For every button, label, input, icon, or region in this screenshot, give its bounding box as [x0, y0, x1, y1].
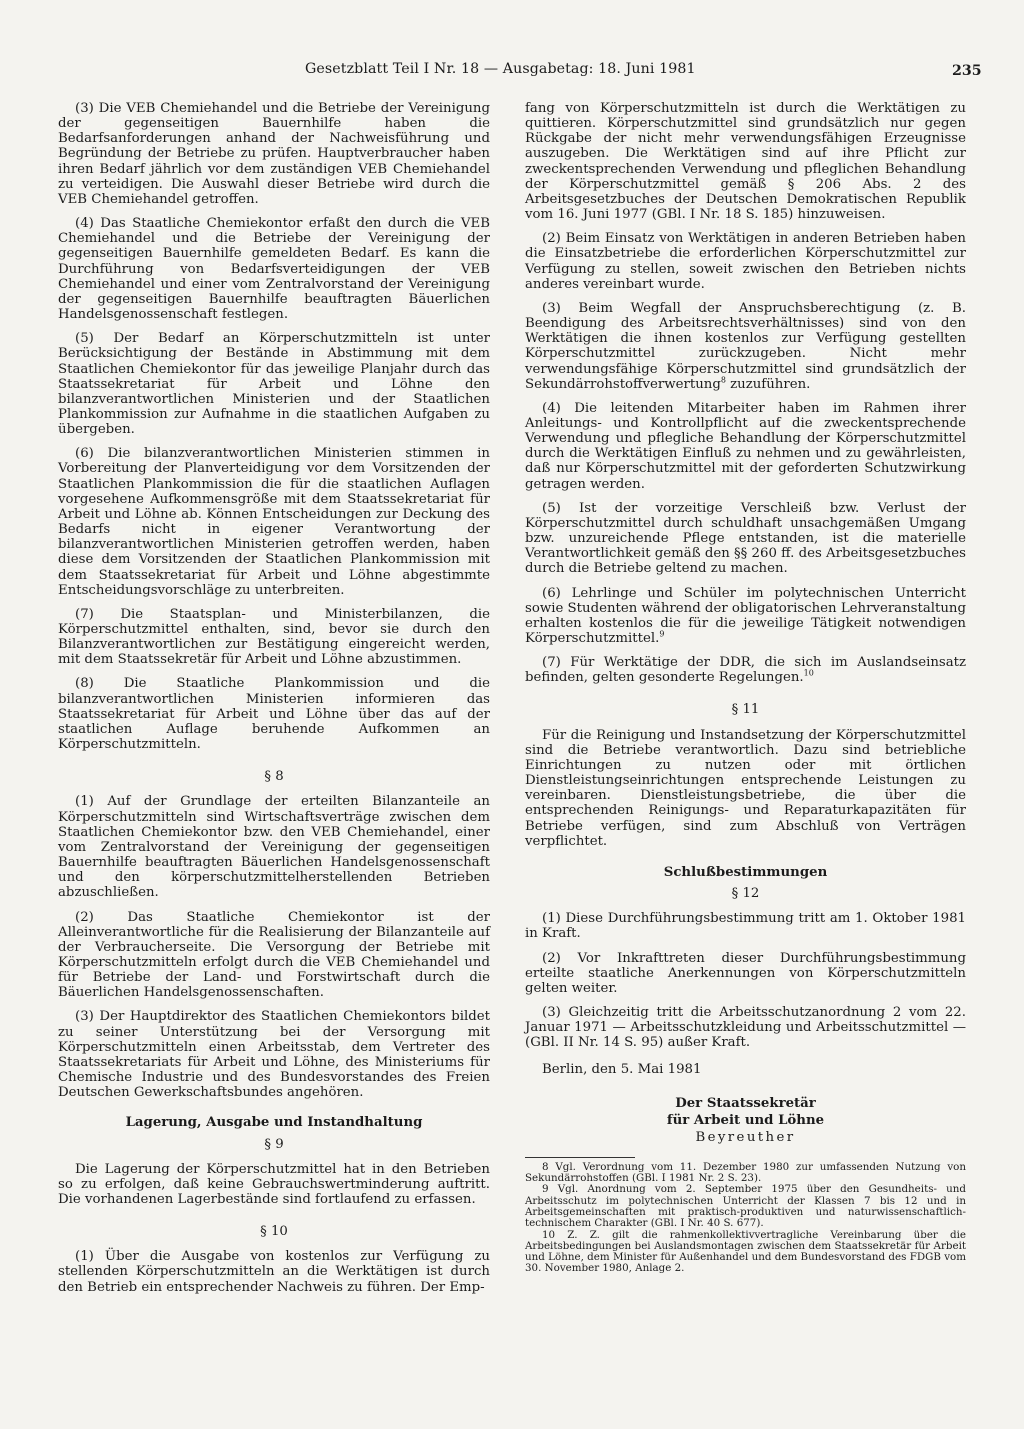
signature-name: Beyreuther	[695, 1129, 796, 1145]
paragraph: Die Lagerung der Körperschutzmittel hat in den Betrieben so zu erfolgen, daß keine Gebrauchswertminderung auftritt. Die vorhandenen Lagerbestände sind fortlaufend zu erfassen.	[58, 1161, 490, 1207]
paragraph: (2) Beim Einsatz von Werktätigen in anderen Betrieben haben die Einsatzbetriebe die erforderlichen Körperschutzmittel zur Verfügung zu stellen, soweit zwischen den Betrieben nichts anderes vereinbart wurde.	[525, 231, 966, 292]
paragraph: (3) Die VEB Chemiehandel und die Betriebe der Vereinigung der gegenseitigen Bauernhilfe haben die Bedarfsanforderungen anhand der Nachweisführung und Begründung der Betriebe zu prüfen. Hauptverbraucher haben ihren Bedarf jährlich vor dem zuständigen VEB Chemiehandel zu verteidigen. Die Auswahl dieser Betriebe wird durch die VEB Chemiehandel getroffen.	[58, 101, 490, 207]
paragraph	[525, 655, 966, 685]
section-number: § 12	[731, 886, 760, 902]
section-number: § 10	[260, 1224, 288, 1240]
paragraph: (4) Das Staatliche Chemiekontor erfaßt den durch die VEB Chemiehandel und die Betriebe der Vereinigung der gegenseitigen Bauernhilfe gemeldeten Bedarf. Es kann die Durchführung von Bedarfsverteidigungen der VEB Chemiehandel und einer vom Zentralvorstand der Vereinigung der gegenseitigen Bauernhilfe beauftragten Bäuerlichen Handelsgenossenschaft festlegen.	[58, 216, 490, 323]
footnote: 10 Z. Z. gilt die rahmenkollektivvertragliche Vereinbarung über die Arbeitsbedingungen bei Auslandsmontagen zwischen dem Staatssekretär für Arbeit und Löhne, dem Minister für Außenhandel und dem Bundesvorstand des FDGB vom 30. November 1980, Anlage 2.	[525, 1228, 966, 1275]
paragraph-text: zuzuführen.	[725, 376, 811, 392]
page-number: 235	[952, 63, 982, 79]
paragraph: (4) Die leitenden Mitarbeiter haben im Rahmen ihrer Anleitungs- und Kontrollpflicht auf die zweckentsprechende Verwendung und pflegliche Behandlung der Körperschutzmittel durch die Werktätigen Einfluß zu nehmen und zu gewährleisten, daß nur Körperschutzmittel mit der geforderten Schutzwirkung getragen werden.	[525, 400, 966, 492]
paragraph: (3) Gleichzeitig tritt die Arbeitsschutzanordnung 2 vom 22. Januar 1971 — Arbeitsschutzkleidung und Arbeitsschutzmittel — (GBl. II Nr. 14 S. 95) außer Kraft.	[525, 1004, 966, 1051]
paragraph: (8) Die Staatliche Plankommission und die bilanzverantwortlichen Ministerien informieren das Staatssekretariat für Arbeit und Löhne über das auf der staatlichen Auflage beruhende Aufkommen an Körperschutzmitteln.	[58, 676, 490, 753]
paragraph: (1) Diese Durchführungsbestimmung tritt am 1. Oktober 1981 in Kraft.	[525, 911, 966, 942]
paragraph-text: (3) Beim Wegfall der Anspruchsberechtigung (z. B. Beendigung des Arbeitsrechtsverhältnisses) sind von den Werktätigen die ihnen kostenlos zur Verfügung gestellten Körperschutzmittel zurückzugeben. Nicht mehr verwendungsfähige Körperschutzmittel sind grundsätzlich der Sekundärrohstoffverwertung	[525, 300, 966, 392]
left-column	[58, 101, 490, 1295]
paragraph	[525, 586, 966, 647]
paragraph: (6) Die bilanzverantwortlichen Ministerien stimmen in Vorbereitung der Planverteidigung vor dem Vorsitzenden der Staatlichen Plankommission die für die staatlichen Auflagen vorgesehene Aufkommensgröße mit dem Staatssekretariat für Arbeit und Löhne ab. Können Entscheidungen zur Deckung des Bedarfs nicht in eigener Verantwortung der bilanzverantwortlichen Ministerien getroffen werden, haben diese dem Vorsitzenden der Staatlichen Plankommission mit dem Staatssekretariat für Arbeit und Löhne abgestimmte Entscheidungsvorschläge zu unterbreiten.	[58, 446, 490, 598]
paragraph: (1) Über die Ausgabe von kostenlos zur Verfügung zu stellenden Körperschutzmitteln an die Werktätigen ist durch den Betrieb ein entsprechender Nachweis zu führen. Der Emp-	[58, 1249, 490, 1295]
paragraph: (2) Vor Inkrafttreten dieser Durchführungsbestimmung erteilte staatliche Anerkennungen von Körperschutzmitteln gelten weiter.	[525, 950, 966, 996]
paragraph: (1) Auf der Grundlage der erteilten Bilanzanteile an Körperschutzmitteln sind Wirtschaftsverträge zwischen dem Staatlichen Chemiekontor bzw. den VEB Chemiehandel, einer vom Zentralvorstand der Vereinigung der gegenseitigen Bauernhilfe beauftragten Bäuerlichen Handelsgenossenschaft und den körperschutzmittelherstellenden Betrieben abzuschließen.	[58, 794, 490, 901]
paragraph: fang von Körperschutzmitteln ist durch die Werktätigen zu quittieren. Körperschutzmittel sind grundsätzlich nur gegen Rückgabe der nicht mehr verwendungsfähigen Erzeugnisse auszugeben. Die Werktätigen sind auf ihre Pflicht zur zweckentsprechenden Verwendung und pfleglichen Behandlung der Körperschutzmittel gemäß § 206 Abs. 2 des Arbeitsgesetzbuches der Deutschen Demokratischen Republik vom 16. Juni 1977 (GBl. I Nr. 18 S. 185) hinzuweisen.	[525, 101, 966, 223]
section-heading: Lagerung, Ausgabe und Instandhaltung	[125, 1115, 423, 1131]
signature-title: Der Staatssekretär	[675, 1095, 816, 1111]
section-heading: Schlußbestimmungen	[663, 864, 828, 880]
footnote-ref: 9	[659, 629, 665, 639]
section-number: § 8	[264, 769, 284, 785]
right-column	[525, 101, 966, 1275]
paragraph: (2) Das Staatliche Chemiekontor ist der Alleinverantwortliche für die Realisierung der Bilanzanteile auf der Verbraucherseite. Die Versorgung der Betriebe mit Körperschutzmitteln erfolgt durch die VEB Chemiehandel und für Betriebe der Land- und Forstwirtschaft durch die Bäuerlichen Handelsgenossenschaften.	[58, 909, 490, 1001]
paragraph: Für die Reinigung und Instandsetzung der Körperschutzmittel sind die Betriebe verantwortlich. Dazu sind betriebliche Einrichtungen zu nutzen oder mit örtlichen Dienstleistungseinrichtungen entsprechende Leistungen zu vereinbaren. Dienstleistungsbetriebe, die über die entsprechenden Reinigungs- und Reparaturkapazitäten für Betriebe verfügen, sind zum Abschluß von Verträgen verpflichtet.	[525, 727, 966, 849]
section-number: § 11	[731, 702, 760, 718]
footnote: 9 Vgl. Anordnung vom 2. September 1975 über den Gesundheits- und Arbeitsschutz im polytechnischen Unterricht der Klassen 7 bis 12 und in Arbeitsgemeinschaften mit praktisch-produktiven und naturwissenschaftlich-technischem Charakter (GBl. I Nr. 40 S. 677).	[525, 1183, 966, 1230]
footnote-ref: 8	[720, 375, 726, 385]
paragraph: (7) Die Staatsplan- und Ministerbilanzen, die Körperschutzmittel enthalten, sind, bevor sie durch den Bilanzverantwortlichen zur Bestätigung eingereicht werden, mit dem Staatssekretär für Arbeit und Löhne abzustimmen.	[58, 606, 490, 668]
paragraph: (3) Der Hauptdirektor des Staatlichen Chemiekontors bildet zu seiner Unterstützung bei der Versorgung mit Körperschutzmitteln einen Arbeitsstab, dem Vertreter des Staatssekretariats für Arbeit und Löhne, des Ministeriums für Chemische Industrie und des Bundesvorstandes des Freien Deutschen Gewerkschaftsbundes angehören.	[58, 1009, 490, 1101]
footnote: 8 Vgl. Verordnung vom 11. Dezember 1980 zur umfassenden Nutzung von Sekundärrohstoffen (GBl. I 1981 Nr. 2 S. 23).	[525, 1160, 966, 1185]
date-line: Berlin, den 5. Mai 1981	[542, 1062, 702, 1078]
footnote-ref: 10	[803, 668, 814, 678]
section-number: § 9	[264, 1136, 284, 1152]
paragraph: (5) Ist der vorzeitige Verschleiß bzw. Verlust der Körperschutzmittel durch schuldhaft unsachgemäßen Umgang bzw. unzureichende Pflege entstanden, ist die materielle Verantwortlichkeit gemäß den §§ 260 ff. des Arbeitsgesetzbuches durch die Betriebe geltend zu machen.	[525, 500, 966, 577]
footnote-divider	[525, 1157, 635, 1158]
page-header: Gesetzblatt Teil I Nr. 18 — Ausgabetag: 18. Juni 1981	[305, 61, 696, 77]
paragraph-text: (7) Für Werktätige der DDR, die sich im Auslandseinsatz befinden, gelten gesonderte Regelungen.	[525, 655, 966, 686]
paragraph: (5) Der Bedarf an Körperschutzmitteln ist unter Berücksichtigung der Bestände in Abstimmung mit dem Staatlichen Chemiekontor für das jeweilige Planjahr durch das Staatssekretariat für Arbeit und Löhne den bilanzverantwortlichen Ministerien und der Staatlichen Plankommission zur Aufnahme in die staatlichen Aufgaben zu übergeben.	[58, 331, 490, 438]
paragraph	[525, 301, 966, 392]
signature-title: für Arbeit und Löhne	[666, 1112, 825, 1128]
paragraph-text: (6) Lehrlinge und Schüler im polytechnischen Unterricht sowie Studenten während der obligatorischen Lehrveranstaltung erhalten kostenlos die für die jeweilige Tätigkeit notwendigen Körperschutzmittel.	[525, 585, 966, 646]
